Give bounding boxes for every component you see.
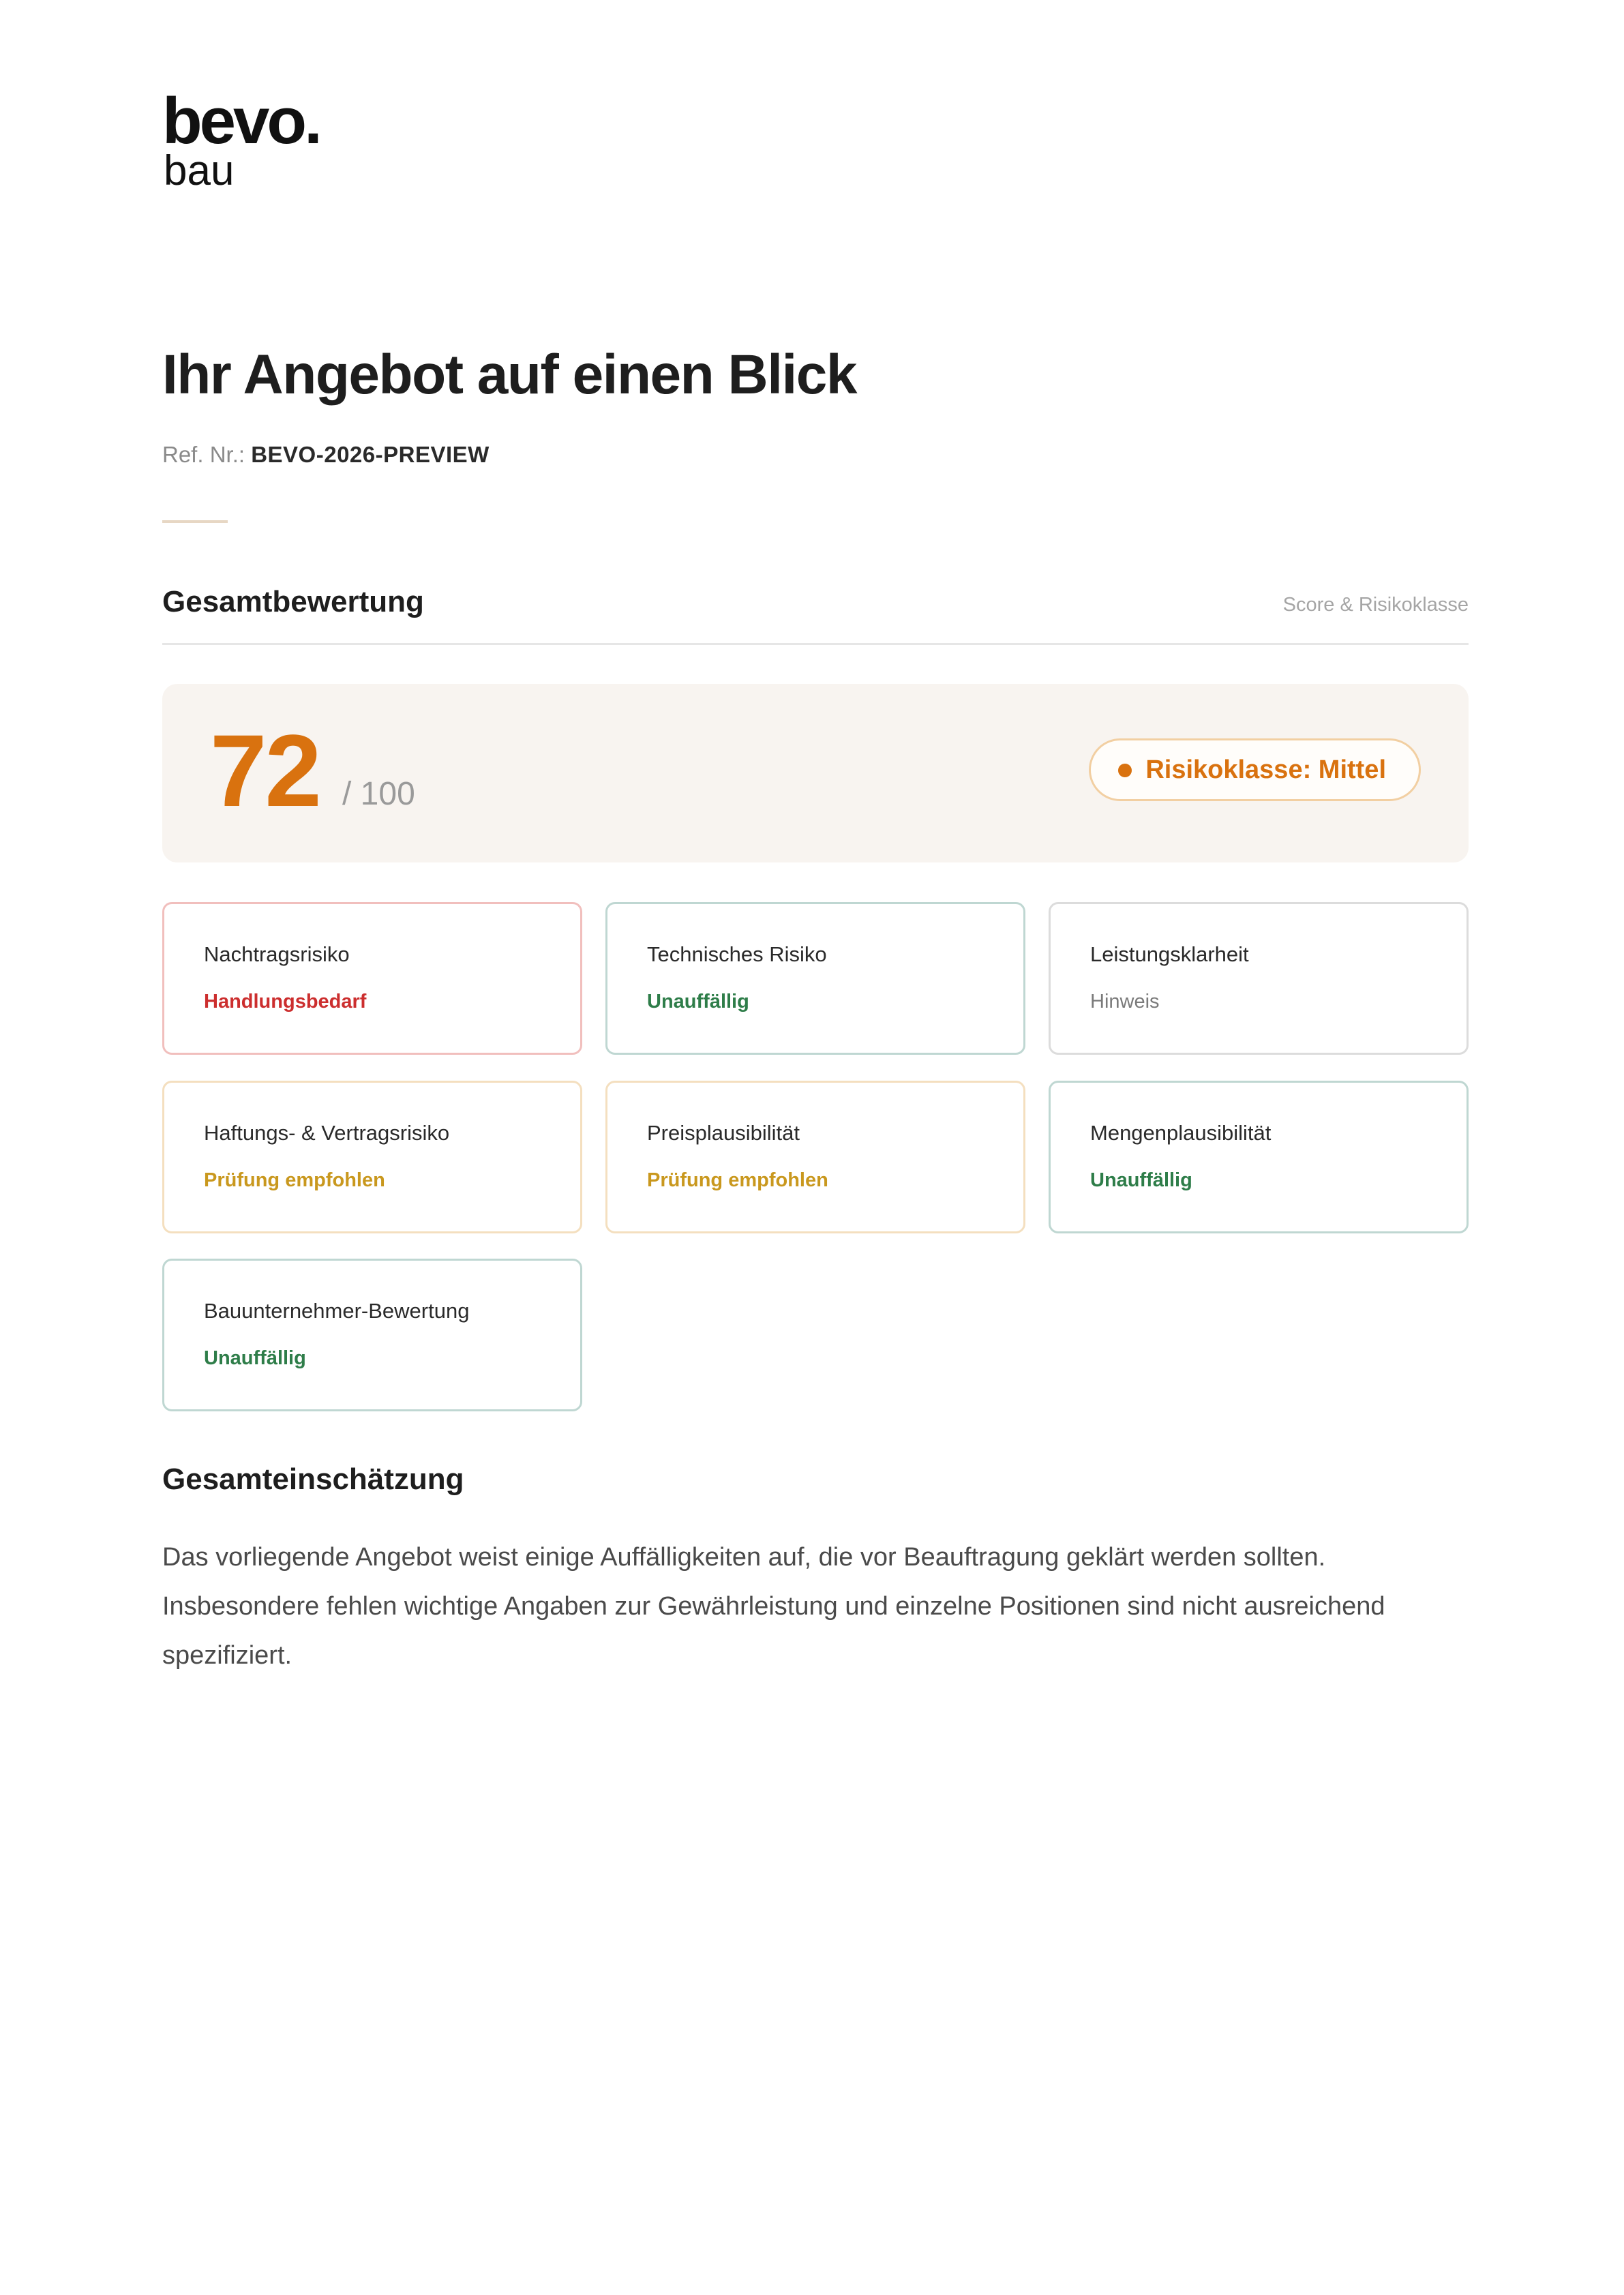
risk-card-title: Technisches Risiko [647, 942, 827, 966]
bevo-bau-logo [162, 85, 340, 194]
risk-card [605, 902, 1025, 1055]
risk-card-title: Preisplausibilität [647, 1121, 800, 1145]
reference-label: Ref. Nr.: [162, 442, 245, 467]
page-title: Ihr Angebot auf einen Blick [162, 344, 857, 406]
logo-subtitle: bau [164, 147, 235, 194]
score-value: 72 [210, 713, 320, 828]
section-meta: Score & Risikoklasse [1282, 594, 1469, 616]
risk-card-status: Hinweis [1090, 991, 1160, 1012]
logo-wordmark: bevo. [162, 85, 320, 158]
reference-number [162, 442, 490, 468]
risk-card-status: Unauffällig [647, 991, 749, 1012]
score-max: / 100 [342, 776, 415, 812]
risk-card-status: Unauffällig [1090, 1169, 1192, 1191]
risk-card-title: Mengenplausibilität [1090, 1121, 1272, 1145]
summary-text: Das vorliegende Angebot weist einige Auffälligkeiten auf, die vor Beauftragung geklärt werden sollten. Insbesondere fehlen wichtige Angaben zur Gewährleistung und einzelne Positionen sind nicht ausreichend spezifiziert. [162, 1543, 1385, 1670]
risk-card [605, 1081, 1025, 1233]
risk-card-status: Prüfung empfohlen [204, 1169, 385, 1191]
risk-card-title: Nachtragsrisiko [204, 942, 350, 966]
section-header [162, 582, 1469, 645]
risk-card-title: Haftungs- & Vertragsrisiko [204, 1121, 450, 1145]
risk-card [1049, 902, 1469, 1055]
risk-card [162, 902, 582, 1055]
accent-divider [162, 520, 228, 523]
reference-value: BEVO-2026-PREVIEW [251, 442, 490, 467]
section-title: Gesamtbewertung [162, 585, 424, 618]
risk-card [162, 1259, 582, 1411]
risk-card-status: Handlungsbedarf [204, 991, 367, 1012]
summary-title: Gesamteinschätzung [162, 1462, 464, 1496]
risk-card-status: Prüfung empfohlen [647, 1169, 828, 1191]
risk-card-title: Leistungsklarheit [1090, 942, 1249, 966]
score-panel [162, 684, 1469, 862]
risk-card [1049, 1081, 1469, 1233]
risk-card-status: Unauffällig [204, 1347, 306, 1369]
risk-class-badge [1089, 738, 1421, 801]
risk-dot-icon [1118, 764, 1132, 777]
risk-card [162, 1081, 582, 1233]
risk-class-label: Risikoklasse: Mittel [1145, 755, 1386, 784]
risk-card-title: Bauunternehmer-Bewertung [204, 1299, 470, 1323]
